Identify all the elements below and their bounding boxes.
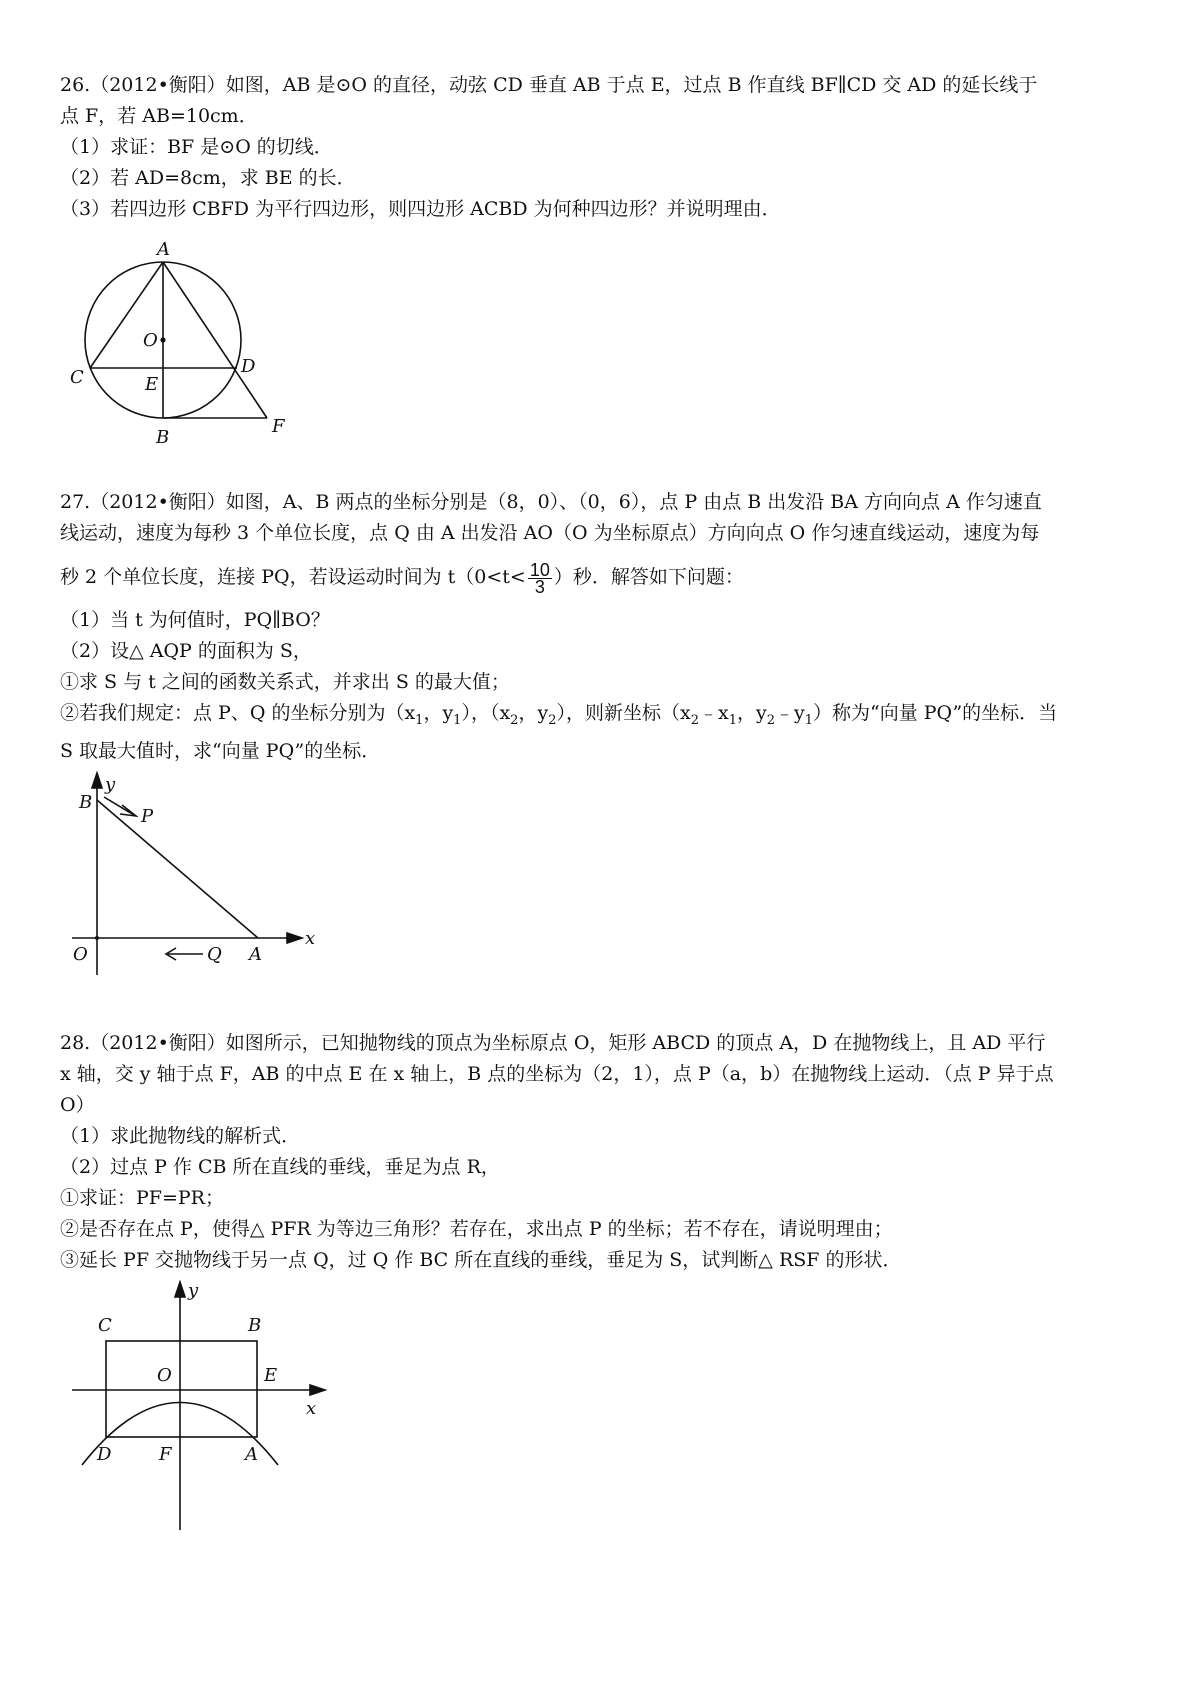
p27-q2b: ②若我们规定：点 P、Q 的坐标分别为（$x_1$，$y_1$），（$x_2$，$y_2$），则新坐标（$x_2﹣x_1$，$y_2﹣y_1$）称为“向量 PQ”的坐标．当	[60, 702, 1058, 728]
y-axis-arrow	[175, 1282, 185, 1297]
p28-q2: （2）过点 P 作 CB 所在直线的垂线，垂足为点 R，	[60, 1156, 500, 1178]
label-a: A	[249, 944, 262, 965]
p27-line3: 秒 2 个单位长度，连接 PQ，若设运动时间为 t（0<t< $\frac{10}{3}$ ）秒．解答如下问题：	[60, 559, 744, 597]
axis-label-x: x	[306, 1398, 317, 1419]
p28-q1: （1）求此抛物线的解析式．	[60, 1125, 301, 1147]
label-o: O	[143, 330, 158, 351]
axis-label-x: x	[305, 928, 316, 949]
fraction-10-3: $\frac{10}{3}$	[529, 559, 550, 597]
p26-q3: （3）若四边形 CBFD 为平行四边形，则四边形 ACBD 为何种四边形？并说明理由．	[60, 198, 781, 220]
p28-line2: x 轴，交 y 轴于点 F，AB 的中点 E 在 x 轴上，B 点的坐标为（2，1），点 P（a，b）在抛物线上运动．（点 P 异于点	[60, 1063, 1054, 1085]
label-d: D	[241, 356, 256, 377]
p27-line2: 线运动，速度为每秒 3 个单位长度，点 Q 由 A 出发沿 AO（O 为坐标原点）方向向点 O 作匀速直线运动，速度为每	[60, 522, 1040, 544]
x-axis-arrow	[310, 1385, 325, 1395]
p28-q2c: ③延长 PF 交抛物线于另一点 Q，过 Q 作 BC 所在直线的垂线，垂足为 S，试判断△ RSF 的形状．	[60, 1249, 902, 1271]
p28-q2b: ②是否存在点 P，使得△ PFR 为等边三角形？若存在，求出点 P 的坐标；若不存在，请说明理由；	[60, 1218, 893, 1240]
p27-q1: （1）当 t 为何值时，PQ∥BO？	[60, 609, 330, 631]
label-a: A	[157, 239, 170, 260]
label-b: B	[248, 1315, 262, 1336]
label-p: P	[141, 806, 154, 827]
p26-line1: 26.（2012•衡阳）如图，AB 是⊙O 的直径，动弦 CD 垂直 AB 于点 E，过点 B 作直线 BF∥CD 交 AD 的延长线于	[60, 74, 1038, 96]
p26-q2: （2）若 AD=8cm，求 BE 的长．	[60, 167, 356, 189]
label-a: A	[245, 1444, 258, 1465]
label-b: B	[79, 792, 93, 813]
label-d: D	[97, 1444, 112, 1465]
label-c: C	[70, 367, 84, 388]
axis-label-y: y	[188, 1280, 199, 1301]
label-f: F	[159, 1444, 172, 1465]
p27-q2a: ①求 S 与 t 之间的函数关系式，并求出 S 的最大值；	[60, 671, 510, 693]
p26-line2: 点 F，若 AB=10cm．	[60, 105, 258, 127]
label-f: F	[272, 416, 285, 437]
label-o: O	[73, 944, 88, 965]
p27-line1: 27.（2012•衡阳）如图，A、B 两点的坐标分别是（8，0）、（0，6），点 P 由点 B 出发沿 BA 方向向点 A 作匀速直	[60, 491, 1042, 513]
p28-line3: O）	[60, 1094, 95, 1116]
label-q: Q	[207, 944, 222, 965]
p28-line1: 28.（2012•衡阳）如图所示，已知抛物线的顶点为坐标原点 O，矩形 ABCD 的顶点 A，D 在抛物线上，且 AD 平行	[60, 1032, 1046, 1054]
p27-q2b-line2: S 取最大值时，求“向量 PQ”的坐标．	[60, 739, 381, 762]
label-e: E	[264, 1365, 278, 1386]
p26-q1: （1）求证：BF 是⊙O 的切线．	[60, 136, 333, 158]
axis-label-y: y	[105, 774, 116, 795]
p27-q2: （2）设△ AQP 的面积为 S，	[60, 640, 312, 662]
label-c: C	[98, 1315, 112, 1336]
label-b: B	[156, 427, 170, 448]
label-o: O	[157, 1365, 172, 1386]
label-e: E	[145, 374, 159, 395]
p28-q2a: ①求证：PF=PR；	[60, 1187, 224, 1209]
